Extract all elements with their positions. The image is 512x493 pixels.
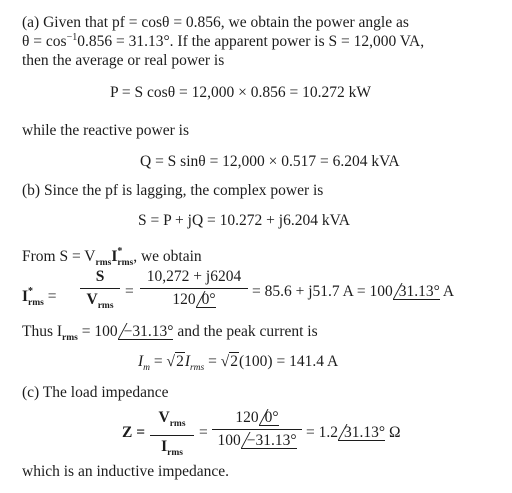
- equation-text: S = P + jQ = 10.272 + j6.204 kVA: [138, 212, 350, 229]
- text-line-a1: (a) Given that pf = cosθ = 0.856, we obtain the power angle as: [22, 14, 409, 31]
- equation-P: [110, 84, 371, 102]
- angle: −31.13°: [118, 323, 174, 341]
- text-line-a3: then the average or real power is: [22, 52, 225, 69]
- text-line: [22, 122, 189, 140]
- equation-Q: [140, 153, 400, 171]
- unit: Ω: [388, 424, 401, 441]
- superscript: *: [117, 246, 123, 257]
- text: and the peak current is: [177, 323, 318, 340]
- superscript: *: [28, 286, 34, 297]
- angle: 0°: [196, 291, 216, 309]
- angle: −31.13°: [241, 432, 297, 450]
- equation-S: [138, 212, 350, 230]
- fraction-phasors: [212, 409, 302, 450]
- subscript: m: [143, 363, 151, 373]
- superscript: −1: [66, 31, 78, 43]
- equals: =: [125, 283, 134, 300]
- numerator: 10,272 + j6204: [146, 268, 242, 285]
- text: , we obtain: [133, 248, 202, 265]
- text-line: [22, 182, 323, 200]
- unit: A: [442, 283, 455, 300]
- irms-lhs: $I^*_{rms}$ =: [22, 286, 57, 308]
- equals: =: [199, 424, 208, 441]
- text-line-a4: while the reactive power is: [22, 122, 189, 139]
- subscript: rms: [62, 333, 78, 343]
- text-line: [22, 463, 229, 481]
- irms-result: [252, 283, 454, 301]
- symbol: I: [184, 353, 190, 370]
- equation-text: P = S cosθ = 12,000 × 0.856 = 10.272 kW: [110, 84, 371, 101]
- symbol: Z =: [122, 424, 146, 441]
- symbol: I: [22, 288, 29, 305]
- numerator: V: [158, 409, 170, 426]
- text: I: [111, 248, 118, 265]
- text-line-c2: which is an inductive impedance.: [22, 463, 230, 480]
- text: Thus I: [22, 323, 63, 340]
- equals: =: [208, 353, 217, 370]
- angle: 31.13°: [393, 283, 440, 301]
- z-lhs: [122, 424, 145, 442]
- subscript: rms: [169, 419, 186, 429]
- text-line: [22, 14, 409, 32]
- subscript: rms: [28, 298, 44, 308]
- magnitude: 120: [235, 409, 259, 426]
- z-result: [306, 424, 400, 442]
- text-line: [22, 33, 424, 51]
- text: = 1.2: [306, 424, 338, 441]
- text: = 100: [81, 323, 118, 340]
- subscript: rms: [117, 258, 134, 268]
- angle: 0°: [259, 409, 279, 427]
- numerator: S: [95, 268, 105, 285]
- equation-Im: $I_m = √2I_{rms} = √2(100) = 141.4$ A: [138, 353, 339, 373]
- magnitude: 100: [217, 432, 241, 449]
- subscript: rms: [189, 363, 205, 373]
- text-line: [22, 323, 318, 347]
- text-line-c1: (c) The load impedance: [22, 384, 169, 401]
- fraction-s-over-vrms: [80, 268, 120, 315]
- text-line: [22, 52, 224, 70]
- text: From S = V: [22, 248, 96, 265]
- text-line-b1: (b) Since the pf is lagging, the complex power is: [22, 182, 324, 199]
- magnitude: 120: [172, 291, 196, 308]
- text-line-a2-pre: θ = cos: [22, 33, 67, 50]
- radicand: 2: [230, 353, 239, 370]
- subscript: rms: [167, 448, 183, 458]
- text: = 85.6 + j51.7 A = 100: [252, 283, 393, 300]
- fraction-vrms-over-irms: [150, 409, 194, 462]
- equals: =: [153, 353, 163, 370]
- fraction-complex: [140, 268, 248, 309]
- text-line: [22, 384, 168, 402]
- text: (100) = 141.4 A: [239, 353, 339, 370]
- angle: 31.13°: [338, 424, 385, 442]
- equation-text: Q = S sinθ = 12,000 × 0.517 = 6.204 kVA: [140, 153, 400, 170]
- symbol: I: [138, 353, 144, 370]
- subscript: rms: [95, 258, 112, 268]
- text-line-a2-post: 0.856 = 31.13°. If the apparent power is S = 12,000 VA,: [77, 33, 425, 50]
- subscript: rms: [97, 301, 114, 311]
- radicand: 2: [176, 353, 184, 370]
- denominator: I: [161, 438, 168, 455]
- denominator: V: [86, 291, 98, 308]
